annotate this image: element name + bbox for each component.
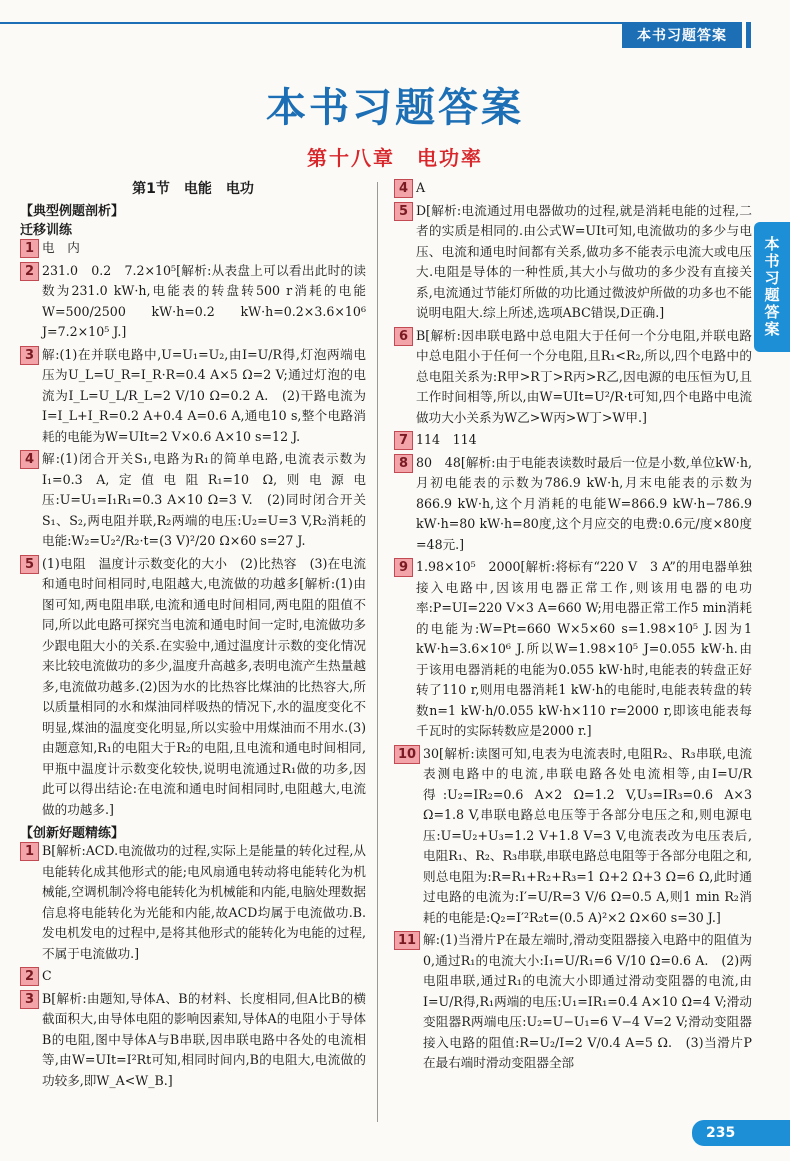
item-text: 80 48[解析:由于电能表读数时最后一位是小数,单位kW·h,月初电能表的示数为786.9 kW·h,月末电能表的示数为866.9 kW·h,这个月消耗的电能W=866.9 kW·h−786.9 kW·h=80 kW·h=80度,这个月应交的电费:0.6元/度×80度=48元.] [416, 454, 752, 552]
item-number: 3 [20, 990, 39, 1009]
item-text: A [416, 180, 426, 195]
side-tab: 本书习题答案 [754, 222, 790, 352]
right-column [394, 178, 752, 1076]
label-typical: 【典型例题剖析】 [20, 204, 125, 219]
answer-item [394, 930, 752, 1074]
answer-item [394, 326, 752, 429]
item-text: B[解析:因串联电路中总电阻大于任何一个分电阻,并联电路中总电阻小于任何一个分电阻,且R₁<R₂,所以,四个电路中的总电阻关系为:R甲>R丁>R丙>R乙,因电源的电压恒为U,且工作时间相等,所以,由W=UIt=U²/R·t可知,四个电路中电流做功大小关系为W乙>W丙>W丁>W甲.] [416, 327, 752, 425]
chapter-title: 第十八章 电功率 [307, 146, 483, 170]
item-text: 解:(1)在并联电路中,U=U₁=U₂,由I=U/R得,灯泡两端电压为U_L=U_R=I_R·R=0.4 A×5 Ω=2 V;通过灯泡的电流为I_L=U_L/R_L=2 V/10 Ω=0.2 A. (2)干路电流为I=I_L+I_R=0.2 A+0.4 A=0.6 A,通电10 s,整个电路消耗的电能为W=UIt=2 V×0.6 A×10 s=12 J. [42, 346, 366, 444]
item-text: 114 114 [416, 432, 477, 447]
answer-item [394, 744, 752, 929]
answer-item [20, 261, 366, 343]
item-number: 2 [20, 967, 39, 986]
item-number: 2 [20, 262, 39, 281]
item-number: 9 [394, 558, 413, 577]
section-title: 第1节 电能 电功 [132, 181, 254, 197]
page-number: 235 [692, 1120, 790, 1146]
item-text: 解:(1)闭合开关S₁,电路为R₁的简单电路,电流表示数为I₁=0.3 A,定值电阻R₁=10 Ω,则电源电压:U=U₁=I₁R₁=0.3 A×10 Ω=3 V. (2)同时闭合开关S₁、S₂,两电阻并联,R₂两端的电压:U₂=U=3 V,R₂消耗的电能:W₂=U₂²/R₂·t=(3 V)²/20 Ω×60 s=27 J. [42, 451, 366, 548]
answer-item [394, 557, 752, 742]
item-text: C [42, 968, 52, 983]
answer-item [394, 178, 752, 199]
item-number: 4 [394, 179, 413, 198]
item-number: 4 [20, 450, 39, 469]
answer-item [20, 449, 366, 552]
item-number: 1 [20, 842, 39, 861]
item-number: 5 [394, 202, 413, 221]
answer-item [20, 345, 366, 448]
item-text: B[解析:由题知,导体A、B的材料、长度相同,但A比B的横截面积大,由导体电阻的影响因素知,导体A的电阻小于导体B的电阻,图中导体A与B串联,因串联电路中各处的电流相等,由W=UIt=I²Rt可知,相同时间内,B的电阻大,电流做的功较多,即W_A<W_B.] [42, 990, 366, 1088]
item-number: 11 [394, 931, 420, 950]
item-number: 10 [394, 745, 420, 764]
item-text: (1)电阻 温度计示数变化的大小 (2)比热容 (3)在电流和通电时间相同时,电阻越大,电流做的功越多[解析:(1)由图可知,两电阻串联,电流和通电时间相同,两电阻的阻值不同,所以此电路可探究当电流和通电时间一定时,电流做功多少跟电阻大小的关系.在实验中,通过温度计示数的变化情况来比较电流做功的多少,温度升高越多,表明电流产生热量越多,电流做功越多.(2)因为水的比热容比煤油的比热容大,所以质量相同的水和煤油同样吸热的情况下,水的温度变化不明显,煤油的温度变化明显,所以实验中用煤油而不用水.(3)由题意知,R₁的电阻大于R₂的电阻,且电流和通电时间相同,甲瓶中温度计示数变化较快,说明电流通过R₁做的功多,因此可以得出结论:在电流和通电时间相同时,电阻越大,电流做的功越多.] [42, 555, 366, 817]
answer-item [394, 201, 752, 324]
header-rule [0, 22, 622, 24]
item-text: 1.98×10⁵ 2000[解析:将标有“220 V 3 A”的用电器单独接入电路中,因该用电器正常工作,则该用电器的电功率:P=UI=220 V×3 A=660 W;用电器正常工作5 min消耗的电能为:W=Pt=660 W×5×60 s=1.98×10⁵ J.因为1 kW·h=3.6×10⁶ J.所以W=1.98×10⁵ J=0.055 kW·h.由于该用电器消耗的电能为0.055 kW·h时,电能表的转盘正好转了110 r,则用电器消耗1 kW·h的电能时,电能表转盘的转数n=1 kW·h/0.055 kW·h×110 r=2000 r,即该电能表每千瓦时的实际转数应是2000 r.] [416, 559, 752, 738]
item-number: 8 [394, 454, 413, 473]
answer-item [20, 238, 366, 259]
answer-item [20, 989, 366, 1092]
sublabel-transfer: 迁移训练 [20, 223, 73, 238]
page-title: 本书习题答案 [266, 85, 524, 131]
answer-item [20, 841, 366, 964]
item-text: 解:(1)当滑片P在最左端时,滑动变阻器接入电路中的阻值为0,通过R₁的电流大小:I₁=U/R₁=6 V/10 Ω=0.6 A. (2)两电阻串联,通过R₁的电流大小即通过滑动变阻器的电流,由I=U/R得,R₁两端的电压:U₁=IR₁=0.4 A×10 Ω=4 V;滑动变阻器R两端电压:U₂=U−U₁=6 V−4 V=2 V;滑动变阻器接入电路的阻值:R=U₂/I=2 V/0.4 A=5 Ω. (3)当滑片P在最右端时滑动变阻器全部 [423, 932, 752, 1070]
answer-item [20, 554, 366, 821]
item-text: 电 内 [42, 240, 80, 255]
item-number: 7 [394, 431, 413, 450]
item-text: B[解析:ACD.电流做功的过程,实际上是能量的转化过程,从电能转化成其他形式的能;电风扇通电转动将电能转化为机械能,空调机制冷将电能转化为机械能和内能,电脑处理数据信息将电能转化为光能和内能,故ACD均属于电流做功.B.发电机发电的过程中,是将其他形式的能转化为电能的过程,不属于电流做功.] [42, 843, 366, 961]
item-number: 1 [20, 239, 39, 258]
item-text: 231.0 0.2 7.2×10⁵[解析:从表盘上可以看出此时的读数为231.0 kW·h,电能表的转盘转500 r消耗的电能 W=500/2500 kW·h=0.2 kW·h=0.2×3.6×10⁶ J=7.2×10⁵ J.] [42, 262, 366, 339]
answer-item [394, 430, 752, 451]
column-divider [377, 182, 378, 1122]
left-column [20, 178, 366, 1093]
item-text: 30[解析:读图可知,电表为电流表时,电阻R₂、R₃串联,电流表测电路中的电流,串联电路各处电流相等,由I=U/R得:U₂=IR₂=0.6 A×2 Ω=1.2 V,U₃=IR₃=0.6 A×3 Ω=1.8 V,串联电路总电压等于各部分电压之和,则电源电压:U=U₂+U₃=1.2 V+1.8 V=3 V,电流表改为电压表后,电阻R₁、R₂、R₃串联,串联电路总电阻等于各部分电阻之和,则总电阻为:R=R₁+R₂+R₃=1 Ω+2 Ω+3 Ω=6 Ω,此时通过电路的电流为:I′=U/R=3 V/6 Ω=0.5 A,则1 min R₂消耗的电能是:Q₂=I′²R₂t=(0.5 A)²×2 Ω×60 s=30 J.] [423, 745, 752, 925]
answer-item [20, 966, 366, 987]
item-number: 3 [20, 346, 39, 365]
item-number: 5 [20, 555, 39, 574]
label-innovative: 【创新好题精练】 [20, 826, 125, 841]
header-bar [746, 22, 751, 48]
item-text: D[解析:电流通过用电器做功的过程,就是消耗电能的过程,二者的实质是相同的.由公式W=UIt可知,电流做功的多少与电压、电流和通电时间都有关系,做功多不能表示电流大或电压大.电阻是导体的一种性质,其大小与做功的多少没有直接关系,电流通过节能灯所做的功比通过微波炉所做的功多也不能说明电阻大.综上所述,选项ABC错误,D正确.] [416, 202, 752, 320]
item-number: 6 [394, 327, 413, 346]
header-tab: 本书习题答案 [622, 22, 742, 48]
answer-item [394, 453, 752, 556]
